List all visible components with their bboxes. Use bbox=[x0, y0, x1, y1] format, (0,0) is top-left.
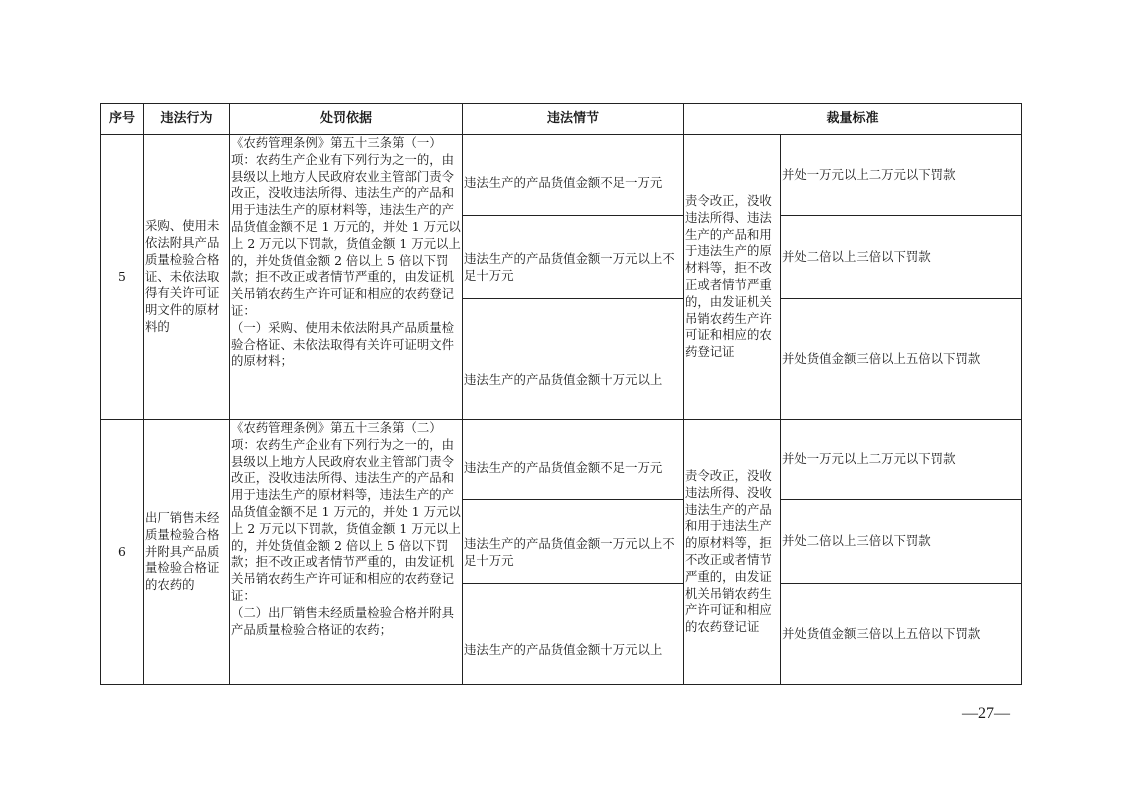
row-number: 6 bbox=[101, 420, 144, 685]
penalty-basis bbox=[230, 135, 463, 420]
violation-behavior: 出厂销售未经质量检验合格并附具产品质量检验合格证的农药的 bbox=[144, 420, 230, 685]
violation-situation: 违法生产的产品货值金额不足一万元 bbox=[463, 135, 684, 216]
basis-item: （二）出厂销售未经质量检验合格并附具产品质量检验合格证的农药； bbox=[231, 604, 455, 637]
discretion-standard: 并处货值金额三倍以上五倍以下罚款 bbox=[781, 299, 1022, 420]
table-row bbox=[101, 420, 1022, 500]
violation-situation: 违法生产的产品货值金额十万元以上 bbox=[463, 584, 684, 685]
discretion-standard: 并处货值金额三倍以上五倍以下罚款 bbox=[781, 584, 1022, 685]
discretion-standard: 并处一万元以上二万元以下罚款 bbox=[781, 420, 1022, 500]
header-basis: 处罚依据 bbox=[230, 104, 463, 135]
penalty-table bbox=[100, 103, 1022, 685]
basis-item: （一）采购、使用未依法附具产品质量检验合格证、未依法取得有关许可证明文件的原材料； bbox=[231, 319, 455, 369]
violation-situation: 违法生产的产品货值金额一万元以上不足十万元 bbox=[463, 500, 684, 584]
violation-situation: 违法生产的产品货值金额不足一万元 bbox=[463, 420, 684, 500]
header-serial: 序号 bbox=[101, 104, 144, 135]
violation-behavior: 采购、使用未依法附具产品质量检验合格证、未依法取得有关许可证明文件的原材料的 bbox=[144, 135, 230, 420]
discretion-standard: 并处二倍以上三倍以下罚款 bbox=[781, 500, 1022, 584]
corrective-measure: 责令改正，没收违法所得、违法生产的产品和用于违法生产的原材料等，拒不改正或者情节严重的，由发证机关吊销农药生产许可证和相应的农药登记证 bbox=[684, 135, 781, 420]
table-row bbox=[101, 135, 1022, 216]
violation-situation: 违法生产的产品货值金额十万元以上 bbox=[463, 299, 684, 420]
header-situation: 违法情节 bbox=[463, 104, 684, 135]
page-number: —27— bbox=[962, 705, 1010, 722]
basis-text: 《农药管理条例》第五十三条第（一）项：农药生产企业有下列行为之一的，由县级以上地方人民政府农业主管部门责令改正，没收违法所得、违法生产的产品和用于违法生产的原材料等，违法生产的产品货值金额不足 1 万元的，并处 1 万元以上 2 万元以下罚款，货值金额 1 万元以上的，并处货值金额 2 倍以上 5 倍以下罚款；拒不改正或者情节严重的，由发证机关吊销农药生产许可证和相应的农药登记证： bbox=[231, 135, 461, 318]
header-violation: 违法行为 bbox=[144, 104, 230, 135]
header-discretion-standard: 裁量标准 bbox=[684, 104, 1022, 135]
violation-situation: 违法生产的产品货值金额一万元以上不足十万元 bbox=[463, 216, 684, 299]
row-number: 5 bbox=[101, 135, 144, 420]
discretion-standard: 并处二倍以上三倍以下罚款 bbox=[781, 216, 1022, 299]
penalty-basis bbox=[230, 420, 463, 685]
basis-text: 《农药管理条例》第五十三条第（二）项：农药生产企业有下列行为之一的，由县级以上地方人民政府农业主管部门责令改正，没收违法所得、违法生产的产品和用于违法生产的原材料等，违法生产的产品货值金额不足 1 万元的，并处 1 万元以上 2 万元以下罚款，货值金额 1 万元以上的，并处货值金额 2 倍以上 5 倍以下罚款；拒不改正或者情节严重的，由发证机关吊销农药生产许可证和相应的农药登记证： bbox=[231, 420, 461, 603]
discretion-standard: 并处一万元以上二万元以下罚款 bbox=[781, 135, 1022, 216]
corrective-measure: 责令改正，没收违法所得、没收违法生产的产品和用于违法生产的原材料等，拒不改正或者情节严重的，由发证机关吊销农药生产许可证和相应的农药登记证 bbox=[684, 420, 781, 685]
table-header-row bbox=[101, 104, 1022, 135]
